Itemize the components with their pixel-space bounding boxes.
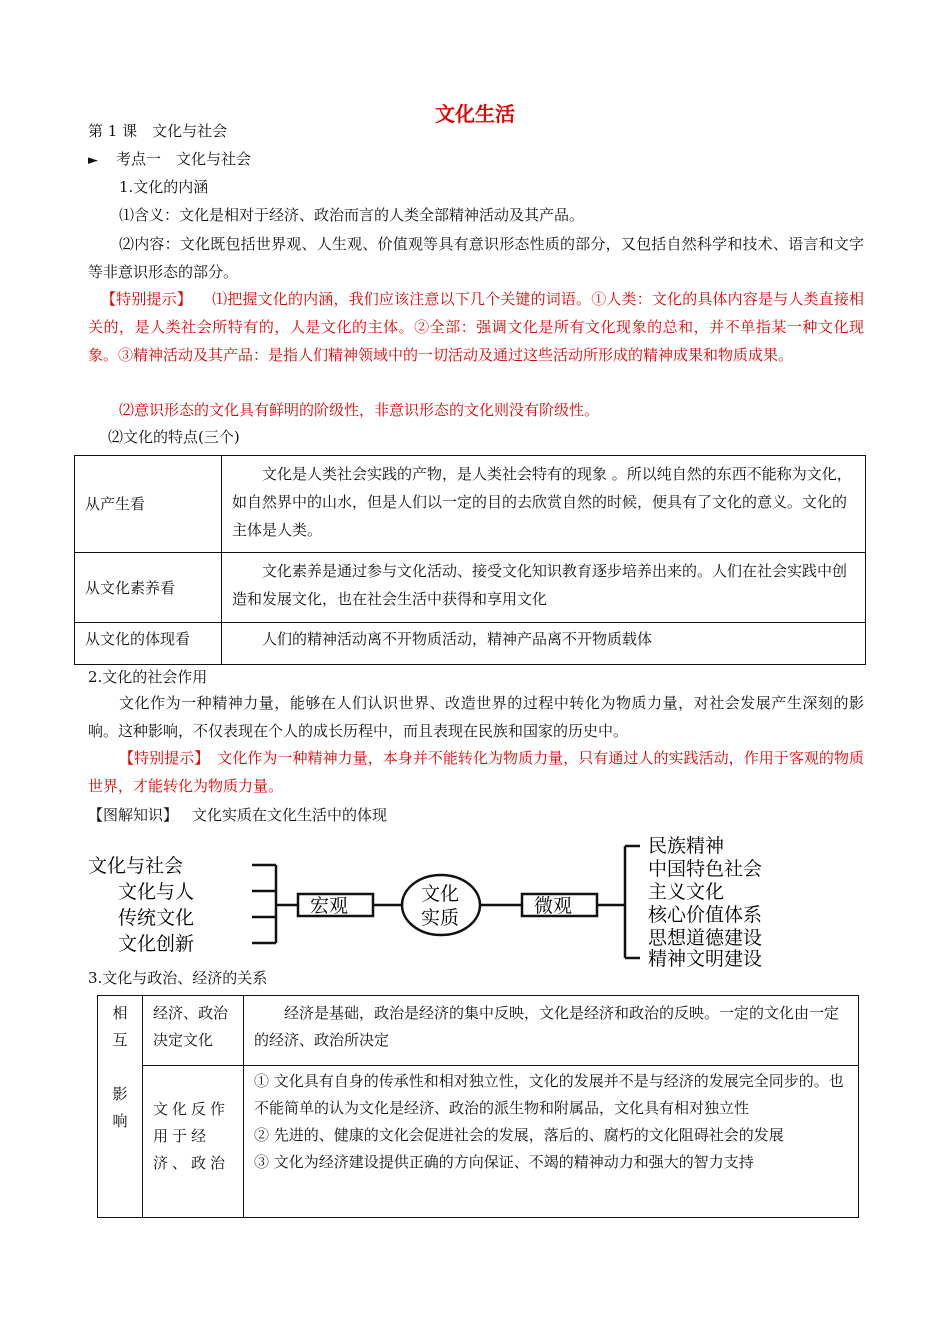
arrow-right-icon: ►: [88, 153, 98, 168]
traits-table: [74, 455, 866, 665]
section-1-heading: 1.文化的内涵: [119, 178, 209, 196]
rel-row1-label: 经济、政治决定文化: [143, 996, 244, 1066]
diagram-heading: [88, 805, 387, 825]
traits-label-2: 从文化素养看: [75, 553, 222, 623]
tip-2-label: 【特别提示】: [119, 749, 210, 767]
diagram-heading-label: 【图解知识】: [88, 806, 179, 824]
traits-text-2: 文化素养是通过参与文化活动、接受文化知识教育逐步培养出来的。人们在社会实践中创造和发展文化，也在社会生活中获得和享用文化: [222, 553, 866, 623]
tip-1-continued: ⑵意识形态的文化具有鲜明的阶级性，非意识形态的文化则没有阶级性。: [119, 401, 600, 419]
traits-label-3: 从文化的体现看: [75, 623, 222, 665]
macro-label: 宏观: [310, 895, 349, 917]
side-char: 影: [112, 1085, 128, 1103]
section-3-heading: 3.文化与政治、经济的关系: [88, 969, 268, 987]
diagram-right-6: 精神文明建设: [648, 948, 763, 968]
tip-1-text: ⑴把握文化的内涵，我们应该注意以下几个关键的词语。①人类：文化的具体内容是与人类直接相关的，是人类社会所特有的，人是文化的主体。②全部：强调文化是所有文化现象的总和，并不单指某一种文化现象。③精神活动及其产品：是指人们精神领域中的一切活动及通过这些活动所形成的精神成果和物质成果。: [88, 290, 864, 364]
tip-1-label: 【特别提示】: [101, 290, 192, 308]
essence-line-1: 文化: [421, 883, 460, 905]
table-row: [75, 456, 866, 553]
mutual-influence-label: [98, 996, 143, 1218]
diagram-right-1: 民族精神: [648, 835, 725, 857]
side-char: 响: [112, 1112, 128, 1130]
tip-1: [88, 285, 864, 369]
side-char: 相: [112, 1004, 128, 1022]
traits-heading: ⑵文化的特点(三个): [108, 428, 240, 446]
section-2-heading: 2.文化的社会作用: [88, 668, 208, 686]
diagram-left-2: 文化与人: [118, 881, 195, 903]
tip-2: [88, 744, 864, 800]
page-title: 文化生活: [435, 102, 515, 126]
table-row: [98, 1066, 859, 1218]
s1-content: ⑵内容：文化既包括世界观、人生观、价值观等具有意识形态性质的部分，又包括自然科学和技术、语言和文字等非意识形态的部分。: [88, 235, 864, 281]
diagram-left-3: 传统文化: [118, 907, 195, 929]
s2-paragraph: 文化作为一种精神力量，能够在人们认识世界、改造世界的过程中转化为物质力量，对社会发展产生深刻的影响。这种影响，不仅表现在个人的成长历程中，而且表现在民族和国家的历史中。: [88, 694, 864, 740]
rel-item-1: ① 文化具有自身的传承性和相对独立性，文化的发展并不是与经济的发展完全同步的。也不能简单的认为文化是经济、政治的派生物和附属品，文化具有相对独立性: [254, 1072, 844, 1117]
rel-item-3: ③ 文化为经济建设提供正确的方向保证、不竭的精神动力和强大的智力支持: [254, 1153, 754, 1171]
diagram-right-2: 中国特色社会: [648, 858, 763, 880]
traits-label-1: 从产生看: [75, 456, 222, 553]
kaodian-text: 考点一 文化与社会: [116, 150, 252, 168]
tip-2-text: 文化作为一种精神力量，本身并不能转化为物质力量，只有通过人的实践活动，作用于客观的物质世界，才能转化为物质力量。: [88, 749, 864, 795]
relationship-table: [97, 995, 859, 1218]
diagram-left-4: 文化创新: [118, 933, 195, 955]
rel-row2-label: 文化反作用于经济、政治: [143, 1066, 244, 1218]
table-row: [75, 623, 866, 665]
table-row: [75, 553, 866, 623]
kaodian-heading: [88, 149, 251, 171]
traits-text-3: 人们的精神活动离不开物质活动，精神产品离不开物质载体: [222, 623, 866, 665]
diagram-right-4: 核心价值体系: [648, 904, 763, 926]
diagram-right-5: 思想道德建设: [648, 927, 763, 949]
traits-text-1: 文化是人类社会实践的产物，是人类社会特有的现象 。所以纯自然的东西不能称为文化，如自然界中的山水，但是人们以一定的目的去欣赏自然的时候，便具有了文化的意义。文化的主体是人类。: [222, 456, 866, 553]
right-bracket: [597, 846, 640, 958]
culture-essence-diagram: [80, 828, 860, 968]
side-char: 互: [112, 1031, 128, 1049]
lesson-heading: 第 1 课 文化与社会: [88, 122, 228, 140]
diagram-left-1: 文化与社会: [88, 855, 184, 877]
rel-row1-text: 经济是基础，政治是经济的集中反映，文化是经济和政治的反映。一定的文化由一定的经济、政治所决定: [244, 996, 859, 1066]
rel-item-2: ② 先进的、健康的文化会促进社会的发展，落后的、腐朽的文化阻碍社会的发展: [254, 1126, 784, 1144]
left-bracket: [252, 865, 298, 943]
diagram-right-3: 主义文化: [648, 881, 725, 903]
s1-definition: ⑴含义：文化是相对于经济、政治而言的人类全部精神活动及其产品。: [119, 206, 585, 224]
table-row: [98, 996, 859, 1066]
essence-line-2: 实质: [421, 907, 460, 929]
rel-row2-text: [244, 1066, 859, 1218]
diagram-heading-text: 文化实质在文化生活中的体现: [192, 806, 388, 824]
micro-label: 微观: [534, 895, 573, 917]
